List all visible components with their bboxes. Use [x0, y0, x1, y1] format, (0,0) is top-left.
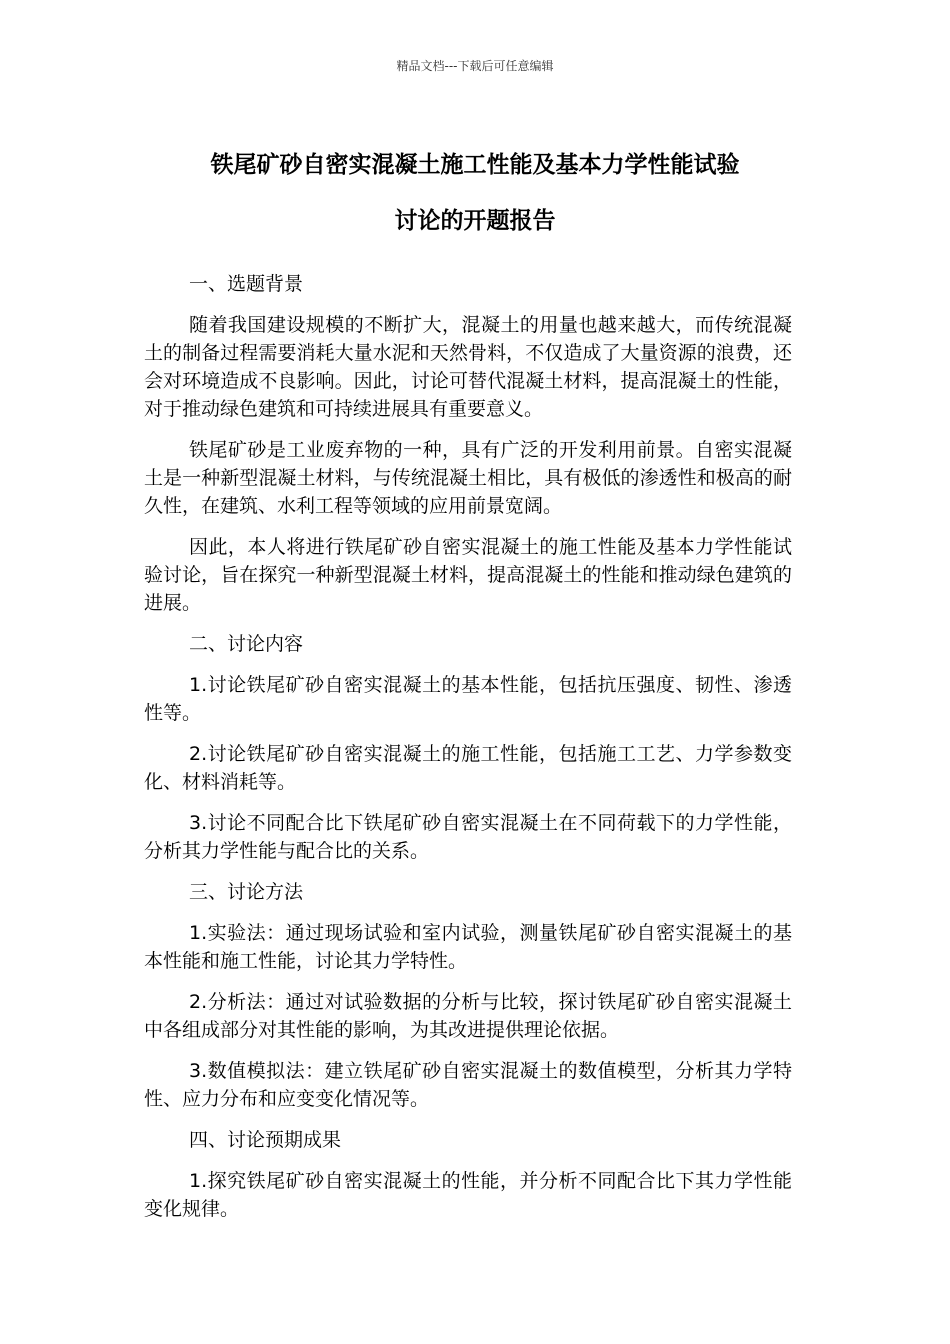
title-line-1: 铁尾矿砂自密实混凝土施工性能及基本力学性能试验	[210, 152, 740, 178]
section-heading-method: 三、讨论方法	[189, 881, 304, 903]
paragraph: 随着我国建设规模的不断扩大，混凝土的用量也越来越大，而传统混凝土的制备过程需要消耗大量水泥和天然骨料，不仅造成了大量资源的浪费，还会对环境造成不良影响。因此，讨论可替代混凝土材料，提高混凝土的性能，对于推动绿色建筑和可持续进展具有重要意义。	[144, 314, 792, 420]
section-heading-expected-results: 四、讨论预期成果	[189, 1129, 342, 1151]
section-heading-content: 二、讨论内容	[189, 633, 304, 655]
header-note: 精品文档---下载后可任意编辑	[396, 59, 554, 73]
title-line-2: 讨论的开题报告	[394, 208, 556, 234]
paragraph: 1.讨论铁尾矿砂自密实混凝土的基本性能，包括抗压强度、韧性、渗透性等。	[144, 674, 792, 724]
section-heading-background: 一、选题背景	[189, 273, 304, 295]
paragraph: 1.实验法：通过现场试验和室内试验，测量铁尾矿砂自密实混凝土的基本性能和施工性能，讨论其力学特性。	[144, 922, 792, 972]
paragraph: 3.讨论不同配合比下铁尾矿砂自密实混凝土在不同荷载下的力学性能，分析其力学性能与配合比的关系。	[144, 812, 792, 862]
paragraph: 铁尾矿砂是工业废弃物的一种，具有广泛的开发利用前景。自密实混凝土是一种新型混凝土材料，与传统混凝土相比，具有极低的渗透性和极高的耐久性，在建筑、水利工程等领域的应用前景宽阔。	[144, 439, 792, 517]
paragraph: 因此，本人将进行铁尾矿砂自密实混凝土的施工性能及基本力学性能试验讨论，旨在探究一种新型混凝土材料，提高混凝土的性能和推动绿色建筑的进展。	[144, 536, 792, 614]
paragraph: 1.探究铁尾矿砂自密实混凝土的性能，并分析不同配合比下其力学性能变化规律。	[144, 1170, 792, 1220]
paragraph: 2.讨论铁尾矿砂自密实混凝土的施工性能，包括施工工艺、力学参数变化、材料消耗等。	[144, 743, 792, 793]
paragraph: 2.分析法：通过对试验数据的分析与比较，探讨铁尾矿砂自密实混凝土中各组成部分对其性能的影响，为其改进提供理论依据。	[144, 991, 792, 1041]
document-title	[120, 137, 830, 249]
paragraph: 3.数值模拟法：建立铁尾矿砂自密实混凝土的数值模型，分析其力学特性、应力分布和应变变化情况等。	[144, 1060, 792, 1110]
document-body	[144, 270, 792, 1236]
